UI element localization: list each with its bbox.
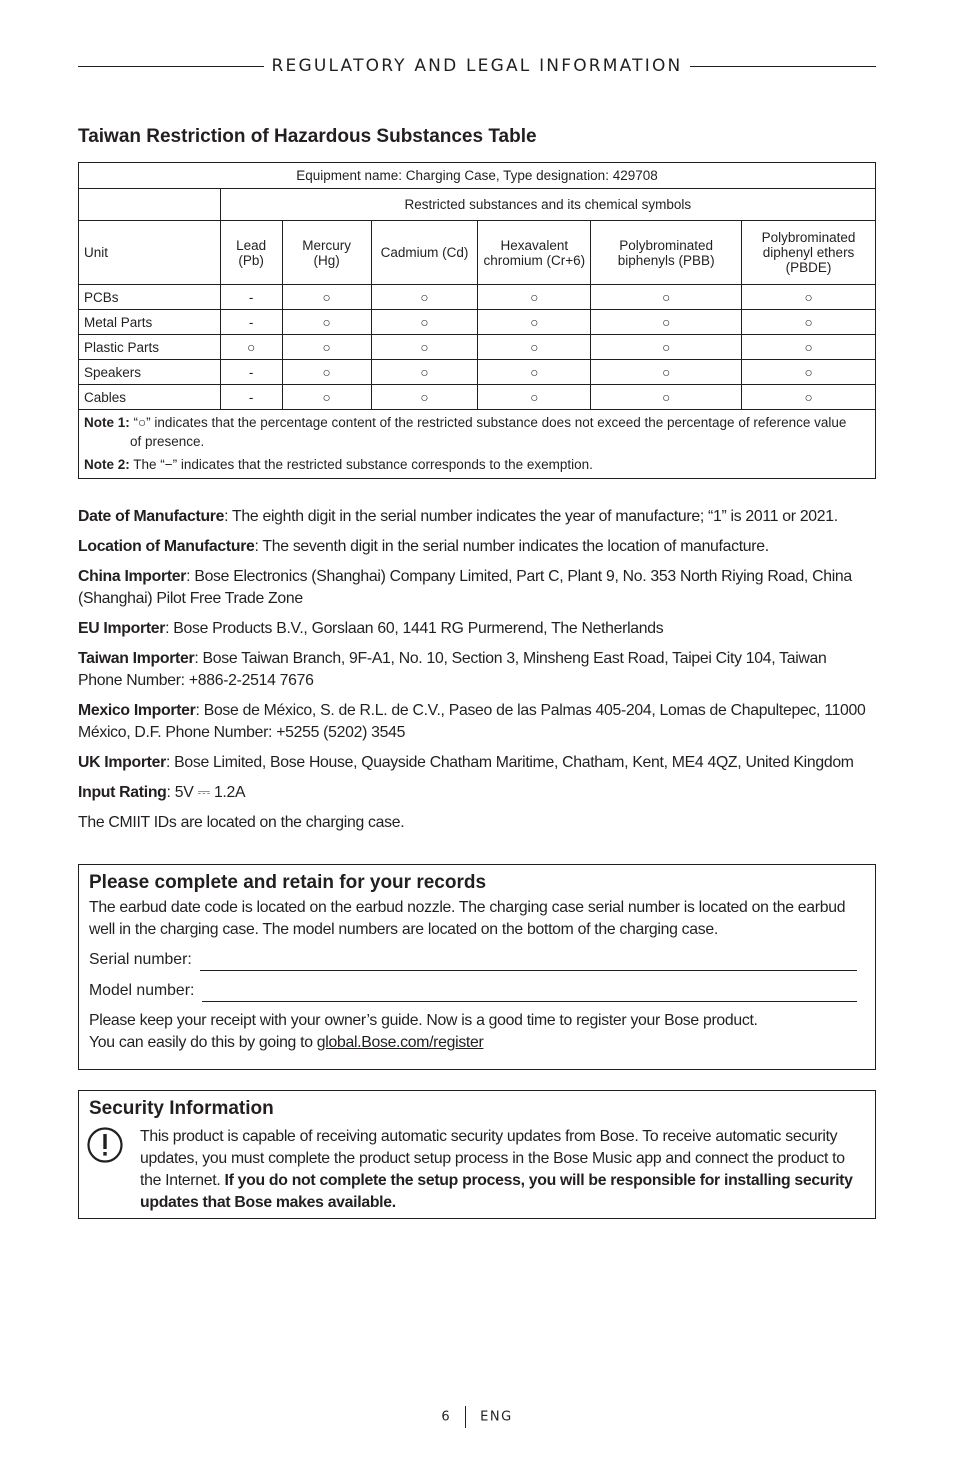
security-text [140,1126,860,1214]
date-of-manufacture [78,506,868,528]
date-label: Date of Manufacture [78,508,225,525]
value-cell: ○ [478,310,591,335]
column-header: Polybrominated diphenyl ethers (PBDE) [742,221,876,285]
value-cell: - [220,285,282,310]
note-1 [79,410,876,454]
mexico-text-2: México, D.F. Phone Number: +5255 (5202) 3545 [78,724,406,741]
uk-importer [78,752,868,774]
date-text: : The eighth digit in the serial number indicates the year of manufacture; “1” is 2011 or 2021. [224,508,838,525]
keep-receipt-text: Please keep your receipt with your owner’s guide. Now is a good time to register your Bose product. [89,1012,758,1029]
china-label: China Importer [78,568,187,585]
model-number-field[interactable] [89,980,857,1002]
unit-cell: Plastic Parts [79,335,221,360]
security-box [78,1090,876,1219]
china-text: : Bose Electronics (Shanghai) Company Limited, Part C, Plant 9, No. 353 North Riying Road, China [186,568,852,585]
security-body: This product is capable of receiving automatic security updates from Bose. To receive automatic security updates, you must complete the product setup process in the Bose Music app and connect the product to the Internet. [140,1128,845,1189]
column-header: Lead (Pb) [220,221,282,285]
uk-label: UK Importer [78,754,166,771]
page-number: 6 [441,1409,452,1425]
warning-icon [87,1127,123,1163]
records-description: The earbud date code is located on the earbud nozzle. The charging case serial number is located on the earbud well in the charging case. The model numbers are located on the bottom of the charging case. [89,899,846,938]
note-1-text: “○” indicates that the percentage content of the restricted substance does not exceed the percentage of reference value [133,415,847,430]
taiwan-label: Taiwan Importer [78,650,195,667]
note-2-text: The “−” indicates that the restricted substance corresponds to the exemption. [133,457,593,472]
eu-importer [78,618,868,640]
note-1-label: Note 1: [84,415,130,430]
mexico-label: Mexico Importer [78,702,196,719]
value-cell: ○ [478,360,591,385]
value-cell: ○ [371,385,478,410]
table-row [79,310,876,335]
value-cell: ○ [220,335,282,360]
location-text: : The seventh digit in the serial number indicates the location of manufacture. [254,538,769,555]
value-cell: ○ [371,310,478,335]
records-box [78,864,876,1070]
input-text-pre: : 5V [166,784,194,801]
value-cell: ○ [478,335,591,360]
serial-number-line[interactable] [200,953,857,971]
value-cell: ○ [742,285,876,310]
value-cell: ○ [591,360,742,385]
section-title: Taiwan Restriction of Hazardous Substances Table [78,126,537,147]
register-link[interactable]: global.Bose.com/register [316,1034,484,1051]
manufacture-info [78,506,868,834]
header-rule-left [78,66,264,67]
language-code: ENG [480,1409,513,1425]
unit-cell: Cables [79,385,221,410]
value-cell: - [220,385,282,410]
column-header-row [79,221,876,285]
value-cell: ○ [742,335,876,360]
value-cell: ○ [282,360,371,385]
eu-label: EU Importer [78,620,166,637]
unit-cell: Metal Parts [79,310,221,335]
value-cell: ○ [591,310,742,335]
value-cell: ○ [742,310,876,335]
value-cell: ○ [371,360,478,385]
model-number-label: Model number: [89,982,195,999]
eu-text: : Bose Products B.V., Gorslaan 60, 1441 RG Purmerend, The Netherlands [165,620,664,637]
input-label: Input Rating [78,784,167,801]
page-footer [0,1406,954,1428]
records-title: Please complete and retain for your records [89,872,487,893]
value-cell: ○ [742,360,876,385]
rohs-table [78,162,876,479]
register-text: You can easily do this by going to [89,1034,317,1051]
input-rating [78,782,868,804]
column-header: Cadmium (Cd) [371,221,478,285]
value-cell: ○ [591,385,742,410]
note-1-continuation: of presence. [130,434,205,449]
value-cell: - [220,310,282,335]
header-title: REGULATORY AND LEGAL INFORMATION [271,56,683,76]
unit-cell: Speakers [79,360,221,385]
register-line [89,1032,857,1054]
value-cell: ○ [282,335,371,360]
footer-divider [465,1406,466,1428]
note-2 [79,453,876,479]
equipment-name-cell: Equipment name: Charging Case, Type designation: 429708 [79,163,876,189]
table-row [79,360,876,385]
value-cell: ○ [591,335,742,360]
location-label: Location of Manufacture [78,538,255,555]
value-cell: ○ [371,285,478,310]
serial-number-label: Serial number: [89,951,192,968]
value-cell: ○ [478,385,591,410]
mexico-text: : Bose de México, S. de R.L. de C.V., Paseo de las Palmas 405-204, Lomas de Chapultepec, 11000 [195,702,866,719]
value-cell: ○ [591,285,742,310]
value-cell: ○ [282,310,371,335]
value-cell: ○ [371,335,478,360]
value-cell: ○ [282,285,371,310]
column-header: Mercury (Hg) [282,221,371,285]
value-cell: ○ [742,385,876,410]
taiwan-text-2: Phone Number: +886-2-2514 7676 [78,672,314,689]
value-cell: ○ [478,285,591,310]
china-text-2: (Shanghai) Pilot Free Trade Zone [78,590,303,607]
security-bold-text: If you do not complete the setup process, you will be responsible for installing security updates that Bose makes available. [140,1172,853,1211]
value-cell: - [220,360,282,385]
china-importer [78,566,868,610]
serial-number-field[interactable] [89,949,857,971]
dc-symbol-icon: ⎓ [197,784,210,801]
value-cell: ○ [282,385,371,410]
table-row [79,385,876,410]
taiwan-importer [78,648,868,692]
uk-text: : Bose Limited, Bose House, Quayside Chatham Maritime, Chatham, Kent, ME4 4QZ, United Kingdom [165,754,854,771]
input-text-post: 1.2A [213,784,246,801]
note-2-label: Note 2: [84,457,130,472]
column-header: Polybrominated biphenyls (PBB) [591,221,742,285]
restricted-header-cell: Restricted substances and its chemical symbols [220,189,875,221]
header-rule-right [690,66,876,67]
table-row [79,285,876,310]
cmiit-text: The CMIIT IDs are located on the charging case. [78,814,405,831]
taiwan-text: : Bose Taiwan Branch, 9F-A1, No. 10, Section 3, Minsheng East Road, Taipei City 104, Taiwan [194,650,827,667]
column-header: Hexavalent chromium (Cr+6) [478,221,591,285]
location-of-manufacture [78,536,868,558]
blank-cell [79,189,221,221]
model-number-line[interactable] [202,984,857,1002]
unit-cell: PCBs [79,285,221,310]
page-header [78,56,876,76]
table-row [79,335,876,360]
security-title: Security Information [89,1098,274,1119]
unit-header: Unit [79,221,221,285]
mexico-importer [78,700,868,744]
